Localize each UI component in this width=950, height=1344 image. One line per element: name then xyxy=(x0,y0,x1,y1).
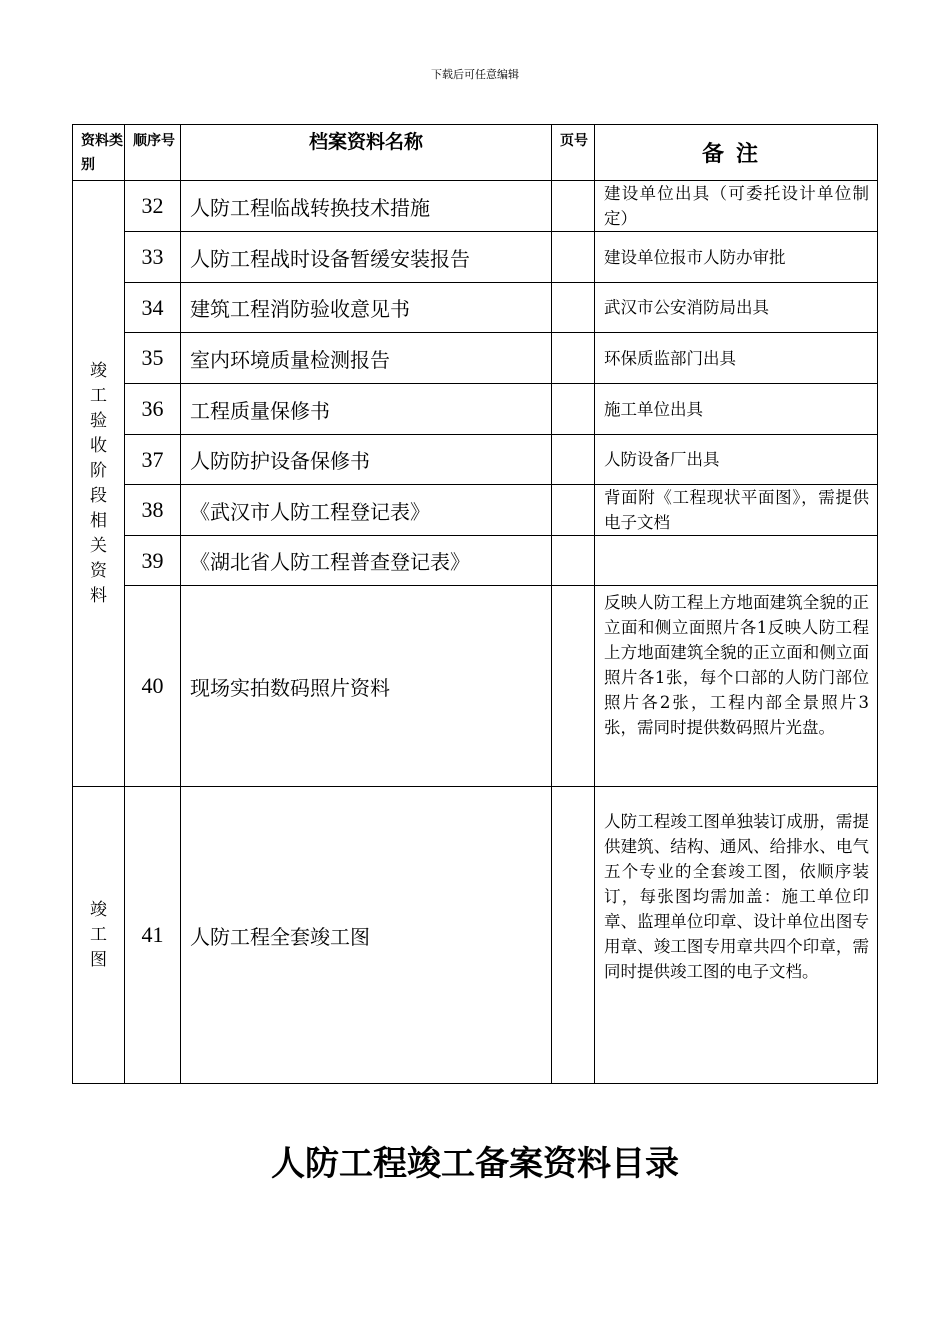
row-name: 现场实拍数码照片资料 xyxy=(181,586,552,787)
row-remark: 人防工程竣工图单独装订成册，需提供建筑、结构、通风、给排水、电气五个专业的全套竣工图，依顺序装订，每张图均需加盖：施工单位印章、监理单位印章、设计单位出图专用章、竣工图专用章共四个印章，需同时提供竣工图的电子文档。 xyxy=(595,787,878,1084)
category-cell xyxy=(73,787,125,1084)
row-page xyxy=(552,586,595,787)
row-remark: 施工单位出具 xyxy=(595,384,878,435)
row-name: 《武汉市人防工程登记表》 xyxy=(181,485,552,536)
row-page xyxy=(552,283,595,333)
table-row xyxy=(73,586,878,787)
row-name: 人防工程战时设备暂缓安装报告 xyxy=(181,232,552,283)
row-name: 《湖北省人防工程普查登记表》 xyxy=(181,536,552,586)
row-remark: 背面附《工程现状平面图》，需提供电子文档 xyxy=(595,485,878,536)
table-row xyxy=(73,181,878,232)
row-remark: 建设单位出具（可委托设计单位制定） xyxy=(595,181,878,232)
row-number: 37 xyxy=(125,435,181,485)
row-remark: 反映人防工程上方地面建筑全貌的正立面和侧立面照片各1反映人防工程上方地面建筑全貌的正立面和侧立面照片各1张，每个口部的人防门部位照片各2张，工程内部全景照片3张，需同时提供数码照片光盘。 xyxy=(595,586,878,787)
row-page xyxy=(552,181,595,232)
table-row xyxy=(73,384,878,435)
table-row xyxy=(73,787,878,1084)
row-name: 建筑工程消防验收意见书 xyxy=(181,283,552,333)
row-page xyxy=(552,485,595,536)
row-remark: 建设单位报市人防办审批 xyxy=(595,232,878,283)
row-number: 32 xyxy=(125,181,181,232)
row-remark xyxy=(595,536,878,586)
category-cell xyxy=(73,181,125,787)
row-number: 34 xyxy=(125,283,181,333)
row-number: 39 xyxy=(125,536,181,586)
table-header-row xyxy=(73,125,878,181)
row-page xyxy=(552,333,595,384)
row-page xyxy=(552,435,595,485)
row-number: 38 xyxy=(125,485,181,536)
table-row xyxy=(73,333,878,384)
header-remark: 备注 xyxy=(595,125,878,181)
row-number: 36 xyxy=(125,384,181,435)
row-name: 人防工程临战转换技术措施 xyxy=(181,181,552,232)
row-page xyxy=(552,384,595,435)
table-row xyxy=(73,485,878,536)
row-page xyxy=(552,232,595,283)
row-number: 35 xyxy=(125,333,181,384)
row-page xyxy=(552,536,595,586)
row-name: 人防防护设备保修书 xyxy=(181,435,552,485)
row-number: 41 xyxy=(125,787,181,1084)
row-remark: 人防设备厂出具 xyxy=(595,435,878,485)
row-name: 室内环境质量检测报告 xyxy=(181,333,552,384)
header-seq: 顺序号 xyxy=(125,125,181,181)
row-remark: 环保质监部门出具 xyxy=(595,333,878,384)
row-number: 33 xyxy=(125,232,181,283)
category-label: 竣工图 xyxy=(90,899,107,970)
header-note: 下载后可任意编辑 xyxy=(431,68,519,81)
header-name: 档案资料名称 xyxy=(181,125,552,181)
row-page xyxy=(552,787,595,1084)
document-title: 人防工程竣工备案资料目录 xyxy=(271,1144,679,1184)
header-category: 资料类别 xyxy=(73,125,125,181)
table-row xyxy=(73,283,878,333)
row-name: 人防工程全套竣工图 xyxy=(181,787,552,1084)
category-label: 竣工验收阶段相关资料 xyxy=(90,360,107,606)
row-remark: 武汉市公安消防局出具 xyxy=(595,283,878,333)
table-row xyxy=(73,536,878,586)
header-page: 页号 xyxy=(552,125,595,181)
table-row xyxy=(73,232,878,283)
row-number: 40 xyxy=(125,586,181,787)
archive-catalog-table xyxy=(72,124,878,1084)
table-row xyxy=(73,435,878,485)
row-name: 工程质量保修书 xyxy=(181,384,552,435)
